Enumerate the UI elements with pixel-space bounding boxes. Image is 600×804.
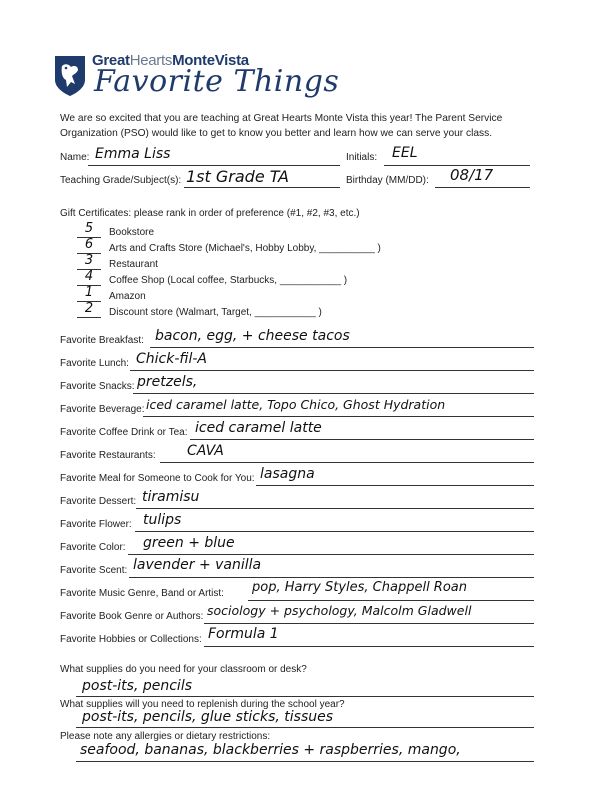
name-value: Emma Liss — [95, 146, 171, 162]
favorite-label: Favorite Music Genre, Band or Artist: — [60, 588, 224, 599]
gift-rank: 6 — [84, 237, 94, 252]
favorite-value: sociology + psychology, Malcolm Gladwell — [207, 603, 472, 618]
supplies-line — [76, 727, 534, 728]
favorite-line — [135, 531, 534, 532]
gift-certificates-title: Gift Certificates: please rank in order of preference (#1, #2, #3, etc.) — [60, 208, 360, 219]
intro-text: We are so excited that you are teaching at Great Hearts Monte Vista this year! The Parent Service Organization (PSO) would like to get to know you better and learn how we can serve your class. — [60, 113, 503, 139]
favorite-label: Favorite Snacks: — [60, 381, 135, 392]
initials-label: Initials: — [346, 152, 378, 163]
favorite-line — [204, 646, 534, 647]
favorite-value: iced caramel latte — [195, 420, 322, 436]
favorite-value: CAVA — [187, 443, 224, 459]
favorite-line — [160, 462, 534, 463]
favorite-value: lasagna — [260, 466, 315, 482]
birthday-line — [435, 187, 530, 188]
favorite-value: green + blue — [143, 535, 235, 551]
favorite-value: pretzels, — [137, 374, 198, 390]
supplies-line — [76, 696, 534, 697]
shield-logo-icon — [53, 54, 87, 98]
favorite-value: pop, Harry Styles, Chappell Roan — [252, 580, 468, 595]
supplies-line — [76, 761, 534, 762]
favorite-value: bacon, egg, + cheese tacos — [155, 328, 350, 344]
brand-great: Great — [92, 52, 130, 69]
brand-school: MonteVista — [172, 52, 249, 69]
gift-rank-line — [77, 317, 101, 318]
page-title: Favorite Things — [94, 64, 340, 99]
favorite-label: Favorite Flower: — [60, 519, 132, 530]
supplies-question: What supplies will you need to replenish during the school year? — [60, 699, 345, 710]
gift-label: Restaurant — [109, 259, 158, 270]
gift-label: Bookstore — [109, 227, 155, 238]
favorite-label: Favorite Restaurants: — [60, 450, 156, 461]
gift-rank: 5 — [84, 221, 94, 236]
favorite-label: Favorite Coffee Drink or Tea: — [60, 427, 188, 438]
favorite-line — [150, 347, 534, 348]
favorite-value: tiramisu — [142, 489, 200, 505]
gift-rank: 3 — [84, 253, 94, 268]
favorite-label: Favorite Lunch: — [60, 358, 129, 369]
favorite-value: Chick-fil-A — [136, 351, 207, 367]
gift-label: Discount store (Walmart, Target, ___________ ) — [109, 307, 322, 318]
favorite-line — [128, 554, 534, 555]
supplies-answer: post-its, pencils, glue sticks, tissues — [82, 709, 334, 725]
favorite-label: Favorite Color: — [60, 542, 126, 553]
gift-label: Arts and Crafts Store (Michael's, Hobby Lobby, __________ ) — [109, 243, 381, 254]
favorite-value: tulips — [143, 512, 182, 528]
supplies-question: What supplies do you need for your classroom or desk? — [60, 664, 307, 675]
brand-hearts: Hearts — [129, 52, 173, 69]
gift-label: Amazon — [109, 291, 146, 302]
favorite-label: Favorite Book Genre or Authors: — [60, 611, 204, 622]
grade-value: 1st Grade TA — [186, 167, 289, 186]
favorite-label: Favorite Beverage: — [60, 404, 145, 415]
gift-rank: 1 — [84, 285, 94, 300]
favorite-label: Favorite Dessert: — [60, 496, 137, 507]
favorite-value: Formula 1 — [208, 626, 279, 642]
favorite-label: Favorite Hobbies or Collections: — [60, 634, 202, 645]
name-line — [88, 165, 340, 166]
grade-line — [184, 187, 340, 188]
gift-rank: 2 — [84, 301, 94, 316]
gift-label: Coffee Shop (Local coffee, Starbucks, ___________ ) — [109, 275, 348, 286]
birthday-label: Birthday (MM/DD): — [346, 175, 429, 186]
favorite-label: Favorite Scent: — [60, 565, 128, 576]
favorite-line — [130, 370, 534, 371]
favorite-line — [136, 508, 534, 509]
gift-rank: 4 — [84, 269, 94, 284]
favorite-line — [204, 623, 534, 624]
birthday-value: 08/17 — [450, 166, 494, 184]
favorite-line — [129, 577, 534, 578]
favorite-line — [256, 485, 534, 486]
favorite-line — [133, 393, 534, 394]
favorite-line — [248, 600, 534, 601]
favorite-value: lavender + vanilla — [133, 557, 262, 573]
supplies-answer: seafood, bananas, blackberries + raspberries, mango, — [80, 742, 461, 758]
name-label: Name: — [60, 152, 90, 163]
favorite-value: iced caramel latte, Topo Chico, Ghost Hydration — [146, 397, 446, 412]
supplies-answer: post-its, pencils — [82, 678, 193, 694]
grade-label: Teaching Grade/Subject(s): — [60, 175, 182, 186]
favorite-label: Favorite Breakfast: — [60, 335, 144, 346]
favorite-label: Favorite Meal for Someone to Cook for You: — [60, 473, 255, 484]
initials-value: EEL — [392, 145, 418, 161]
favorite-line — [190, 439, 534, 440]
supplies-question: Please note any allergies or dietary restrictions: — [60, 731, 271, 742]
favorite-line — [143, 416, 534, 417]
